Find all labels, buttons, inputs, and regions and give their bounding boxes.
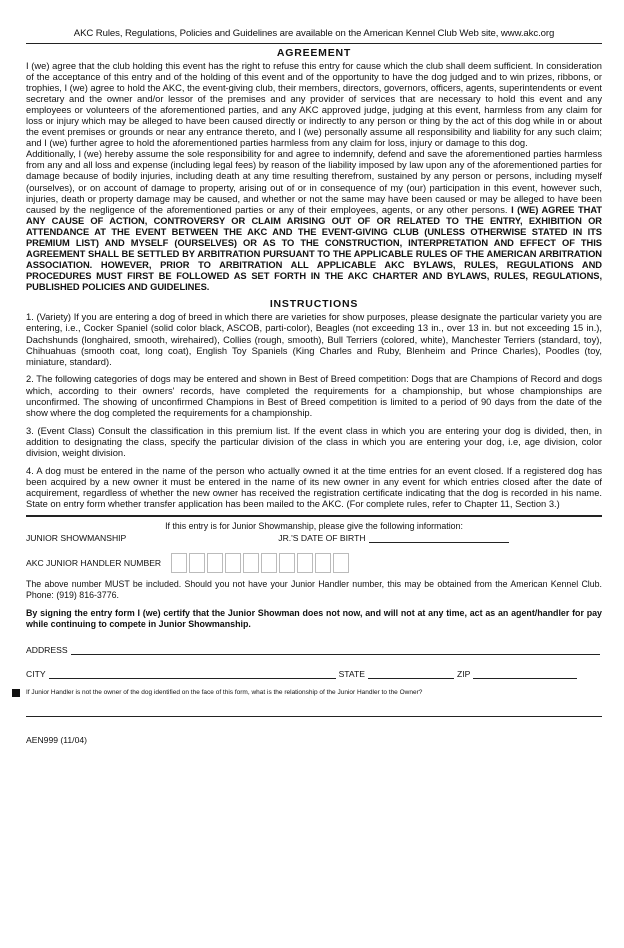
non-professional-certification: By signing the entry form I (we) certify that the Junior Showman does not now, and will not at any time, act as an agent/handler for pay while continuing to compete in Junior Showmanship. bbox=[26, 607, 602, 629]
form-code: AEN999 (11/04) bbox=[26, 734, 87, 745]
handler-number-digit-box[interactable] bbox=[171, 553, 187, 573]
handler-number-digit-box[interactable] bbox=[189, 553, 205, 573]
instructions-title: INSTRUCTIONS bbox=[269, 297, 359, 310]
address-field[interactable] bbox=[71, 645, 600, 655]
handler-number-digit-box[interactable] bbox=[297, 553, 313, 573]
state-label: STATE bbox=[338, 668, 365, 679]
junior-section-divider bbox=[26, 515, 602, 517]
zip-field[interactable] bbox=[473, 669, 577, 679]
agreement-paragraph-1: I (we) agree that the club holding this event has the right to refuse this entry for cause which the club shall deem sufficient. In consideration of the acceptance of this entry and of the holding of this event and of the opportunity to have the dog judged and to win prizes, ribbons, or trophies, I (we) agree to hold the AKC, the event-giving club, their members, directors, governors, officers, agents, superintendents or event secretary and the owner and/or lessor of the premises and any provider of services that are necessary to hold this event and any employees or volunteers of the aforementioned parties, and any AKC approved judge, judging at this event, harmless from any claim for loss or injury which may be alleged to have been caused directly or indirectly to any person or thing by the act of this dog while in or about the event premises or grounds or near any entrance thereto, and I (we) personally assume all responsibility and liability for any such claim; and I (we) further agree to hold the aforementioned parties harmless from any claim for loss, injury or damage to this dog. bbox=[26, 61, 602, 149]
handler-number-digit-box[interactable] bbox=[333, 553, 349, 573]
entry-form-back-page bbox=[26, 28, 602, 745]
state-field[interactable] bbox=[368, 669, 454, 679]
handler-number-digit-box[interactable] bbox=[261, 553, 277, 573]
handler-number-label: AKC JUNIOR HANDLER NUMBER bbox=[26, 557, 162, 568]
bullet-square-icon bbox=[12, 689, 20, 697]
instruction-item-best-of-breed: 2. The following categories of dogs may be entered and shown in Best of Breed competition: Dogs that are Champions of Record and dogs which, according to their owners' records, have completed the requirements for a championship, but whose championships are unconfirmed. The showing of unconfirmed Champions in Best of Breed competition is limited to a period of 90 days from the date of the show where the dog completed the requirements for a championship. bbox=[26, 374, 602, 419]
header-divider bbox=[26, 43, 602, 44]
agreement-paragraph-2 bbox=[26, 149, 602, 293]
arbitration-clause: I (WE) AGREE THAT ANY CAUSE OF ACTION, CONTROVERSY OR CLAIM ARISING OUT OF OR RELATED TO THE ENTRY, EXHIBITION OR ATTENDANCE AT THE EVENT BETWEEN THE AKC AND THE EVENT-GIVING CLUB (UNLESS OTHERWISE STATED IN ITS PREMIUM LIST) AND MYSELF (OURSELVES) OR AS TO THE CONSTRUCTION, INTERPRETATION AND EFFECT OF THIS AGREEMENT SHALL BE SETTLED BY ARBITRATION PURSUANT TO THE APPLICABLE RULES OF THE AMERICAN ARBITRATION ASSOCIATION. HOWEVER, PRIOR TO ARBITRATION ALL APPLICABLE AKC BYLAWS, RULES, REGULATIONS AND PROCEDURES MUST FIRST BE FOLLOWED AS SET FORTH IN THE AKC CHARTER AND BYLAWS, RULES, REGULATIONS, PUBLISHED POLICIES AND GUIDELINES. bbox=[26, 204, 603, 292]
relationship-field[interactable] bbox=[26, 707, 602, 717]
instruction-item-variety: 1. (Variety) If you are entering a dog of breed in which there are varieties for show purposes, please designate the particular variety you are entering, i.e., Cocker Spaniel (solid color black, ASCOB, parti-color), Beagles (not exceeding 13 in., over 13 in. but not exceeding 15 in.), Dachshunds (longhaired, smooth, wirehaired), Collies (rough, smooth), Bull Terriers (colored, white), Manchester Terriers (standard, toy), Chihuahuas (smooth coat, long coat), English Toy Spaniels (King Charles and Ruby, Blenheim and Prince Charles), Poodles (toy, miniature, standard). bbox=[26, 311, 602, 368]
address-label: ADDRESS bbox=[26, 644, 68, 655]
city-state-zip-row bbox=[26, 669, 602, 679]
handler-number-digit-box[interactable] bbox=[207, 553, 223, 573]
handler-number-digit-box[interactable] bbox=[279, 553, 295, 573]
jr-date-of-birth-field[interactable] bbox=[369, 533, 509, 543]
handler-number-digit-box[interactable] bbox=[243, 553, 259, 573]
city-field[interactable] bbox=[49, 669, 336, 679]
instruction-item-event-class: 3. (Event Class) Consult the classification in this premium list. If the event class in which you are entering your dog is divided, then, in addition to designating the class, specify the particular division of the class in which you are entering your dog, i.e, age division, color division, weight division. bbox=[26, 425, 602, 459]
handler-number-boxes[interactable] bbox=[171, 553, 351, 573]
junior-intro: If this entry is for Junior Showmanship, please give the following information: bbox=[165, 520, 463, 531]
handler-number-digit-box[interactable] bbox=[315, 553, 331, 573]
akc-rules-header: AKC Rules, Regulations, Policies and Guidelines are available on the American Kennel Club Web site, www.akc.org bbox=[73, 28, 555, 39]
handler-number-digit-box[interactable] bbox=[225, 553, 241, 573]
address-row bbox=[26, 645, 602, 655]
handler-number-row bbox=[26, 553, 602, 573]
jr-date-of-birth-label: JR.'S DATE OF BIRTH bbox=[278, 532, 366, 543]
relationship-question-row bbox=[26, 689, 602, 697]
zip-label: ZIP bbox=[457, 668, 471, 679]
agreement-title: AGREEMENT bbox=[276, 47, 352, 59]
handler-number-note: The above number MUST be included. Should you not have your Junior Handler number, this may be obtained from the American Kennel Club. Phone: (919) 816-3776. bbox=[26, 578, 602, 600]
junior-showmanship-row bbox=[26, 533, 602, 543]
agreement-paragraph-2-text: Additionally, I (we) hereby assume the sole responsibility for and agree to indemnify, defend and save the aforementioned parties harmless from any and all loss and expense (including legal fees) by reason of the liability imposed by law upon any of the aforementioned parties for damage because of bodily injuries, including death at any time resulting therefrom, sustained by any person or persons, including myself (ourselves), or on account of damage to property, arising out of or in consequence of my (our) participation in this event, however such, injuries, death or property damage may be caused, and whether or not the same may have been caused or may be alleged to have been caused by the negligence of the aforementioned parties or any of their employees, agents, or any other persons. bbox=[26, 149, 603, 215]
relationship-question: If Junior Handler is not the owner of the dog identified on the face of this form, what is the relationship of the Junior Handler to the Owner? bbox=[26, 689, 423, 697]
junior-showmanship-label: JUNIOR SHOWMANSHIP bbox=[26, 532, 127, 543]
instruction-item-ownership: 4. A dog must be entered in the name of the person who actually owned it at the time entries for an event closed. If a registered dog has been acquired by a new owner it must be entered in the name of its new owner in any event for which entries closed after the date of acquirement, regardless of whether the new owner has received the registration certificate indicating that the dog is recorded in his name. State on entry form whether transfer application has been mailed to the AKC. (For complete rules, refer to Chapter 11, Section 3.) bbox=[26, 465, 602, 510]
city-label: CITY bbox=[26, 668, 46, 679]
